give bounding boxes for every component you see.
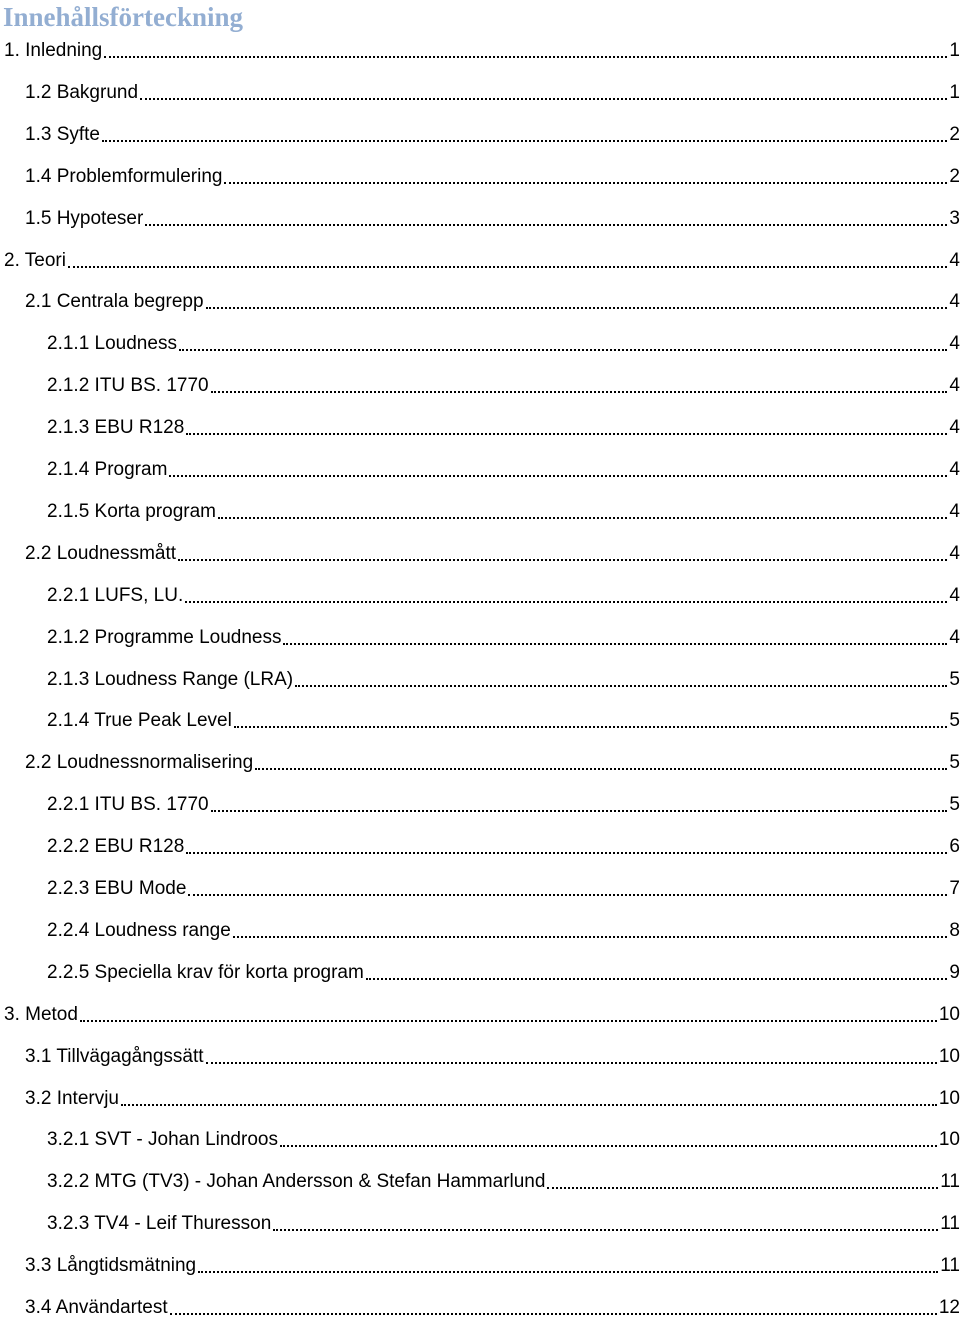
toc-entry[interactable]	[25, 1078, 960, 1120]
toc-entry-page-number: 2	[949, 165, 960, 187]
toc-entry-label: 3.2.2 MTG (TV3) - Johan Andersson & Stefan Hammarlund	[47, 1171, 546, 1193]
toc-entry[interactable]	[25, 72, 960, 114]
toc-entry[interactable]	[25, 156, 960, 198]
toc-entry[interactable]	[47, 407, 960, 449]
toc-entry-page-number: 11	[940, 1171, 960, 1193]
toc-dot-leader	[206, 307, 948, 309]
toc-entry-page-number: 4	[949, 584, 960, 606]
toc-dot-leader	[178, 559, 947, 561]
toc-entry-page-number: 4	[949, 249, 960, 271]
toc-entry-page-number: 4	[949, 542, 960, 564]
toc-heading: Innehållsförteckning	[3, 2, 244, 32]
toc-entry-page-number: 4	[949, 333, 960, 355]
toc-dot-leader	[234, 726, 948, 728]
toc-entry[interactable]	[4, 994, 960, 1036]
toc-entry-label: 2.2.1 ITU BS. 1770	[47, 794, 209, 816]
toc-entry-page-number: 5	[949, 794, 960, 816]
toc-entry-label: 1.2 Bakgrund	[25, 81, 139, 103]
toc-entry[interactable]	[47, 952, 960, 994]
toc-entry-page-number: 12	[938, 1297, 960, 1318]
toc-entry[interactable]	[47, 1119, 960, 1161]
toc-entry-label: 3.4 Användartest	[25, 1297, 168, 1318]
toc-entry-page-number: 9	[949, 961, 960, 983]
toc-entry-page-number: 5	[949, 710, 960, 732]
toc-entry-label: 3. Metod	[4, 1003, 78, 1025]
toc-entry[interactable]	[47, 365, 960, 407]
toc-dot-leader	[218, 517, 947, 519]
toc-entry-page-number: 11	[940, 1213, 960, 1235]
toc-dot-leader	[211, 810, 948, 812]
toc-entry[interactable]	[25, 1287, 960, 1329]
toc-entry-page-number: 1	[949, 40, 960, 61]
toc-dot-leader	[198, 1271, 938, 1273]
toc-entry-label: 3.3 Långtidsmätning	[25, 1255, 197, 1277]
toc-entry-page-number: 5	[949, 668, 960, 690]
toc-dot-leader	[186, 852, 947, 854]
toc-entry[interactable]	[47, 868, 960, 910]
toc-entry-label: 3.2.3 TV4 - Leif Thuresson	[47, 1213, 272, 1235]
toc-entry-label: 2.1.3 Loudness Range (LRA)	[47, 668, 294, 690]
toc-entry-label: 2.1.4 Program	[47, 459, 168, 480]
toc-entry[interactable]	[47, 1203, 960, 1245]
toc-dot-leader	[255, 768, 947, 770]
toc-entry-page-number: 11	[940, 1255, 960, 1277]
toc-entry-page-number: 10	[938, 1003, 960, 1025]
toc-entry[interactable]	[4, 240, 960, 282]
toc-entry-label: 1.4 Problemformulering	[25, 165, 223, 187]
toc-entry-page-number: 4	[949, 500, 960, 522]
toc-dot-leader	[295, 685, 947, 687]
toc-entry-page-number: 3	[949, 207, 960, 229]
toc-entry[interactable]	[47, 826, 960, 868]
toc-dot-leader	[169, 475, 947, 477]
toc-entry[interactable]	[47, 449, 960, 491]
toc-dot-leader	[206, 1062, 937, 1064]
toc-entry-label: 2.2.1 LUFS, LU.	[47, 584, 184, 606]
toc-dot-leader	[233, 936, 948, 938]
toc-entry-page-number: 6	[949, 836, 960, 858]
toc-entry-page-number: 10	[938, 1129, 960, 1151]
toc-entry[interactable]	[47, 700, 960, 742]
toc-dot-leader	[224, 182, 947, 184]
toc-entry-label: 2.1.2 Programme Loudness	[47, 626, 282, 648]
toc-dot-leader	[179, 349, 947, 351]
toc-entry-page-number: 4	[949, 417, 960, 439]
toc-entry-label: 2.1.3 EBU R128	[47, 417, 185, 439]
toc-entry[interactable]	[25, 281, 960, 323]
toc-dot-leader	[121, 1104, 937, 1106]
toc-entry-page-number: 7	[949, 878, 960, 899]
toc-entry-label: 2. Teori	[4, 249, 66, 271]
toc-entry-label: 2.1.2 ITU BS. 1770	[47, 375, 209, 397]
toc-entry[interactable]	[25, 198, 960, 240]
toc-entry-label: 3.2 Intervju	[25, 1087, 119, 1109]
toc-entry-label: 2.1.1 Loudness	[47, 333, 177, 355]
toc-entry[interactable]	[25, 533, 960, 575]
toc-dot-leader	[283, 643, 947, 645]
toc-dot-leader	[145, 224, 947, 226]
toc-dot-leader	[102, 140, 947, 142]
toc-entry[interactable]	[47, 1161, 960, 1203]
toc-entry-page-number: 4	[949, 626, 960, 648]
toc-entry-page-number: 10	[938, 1045, 960, 1067]
toc-dot-leader	[188, 894, 947, 896]
toc-dot-leader	[366, 978, 948, 980]
toc-dot-leader	[80, 1020, 937, 1022]
toc-entry-label: 2.1.5 Korta program	[47, 500, 216, 522]
toc-dot-leader	[547, 1187, 938, 1189]
toc-entry[interactable]	[25, 742, 960, 784]
toc-entry[interactable]	[47, 617, 960, 659]
toc-entry[interactable]	[47, 910, 960, 952]
toc-entry-label: 2.2.2 EBU R128	[47, 836, 185, 858]
toc-dot-leader	[273, 1229, 938, 1231]
toc-entry-label: 1. Inledning	[4, 40, 103, 61]
toc-entry[interactable]	[4, 30, 960, 72]
toc-entry-page-number: 5	[949, 752, 960, 774]
toc-entry-label: 3.1 Tillvägagångssätt	[25, 1045, 204, 1067]
toc-entry[interactable]	[47, 659, 960, 701]
toc-dot-leader	[280, 1145, 937, 1147]
toc-entry-page-number: 8	[949, 919, 960, 941]
toc-dot-leader	[185, 601, 947, 603]
toc-dot-leader	[186, 433, 947, 435]
toc-entry[interactable]	[47, 323, 960, 365]
toc-entry[interactable]	[25, 1036, 960, 1078]
toc-entry-page-number: 4	[949, 459, 960, 480]
toc-entry-page-number: 4	[949, 291, 960, 313]
toc-entry[interactable]	[25, 1245, 960, 1287]
toc-entry-page-number: 10	[938, 1087, 960, 1109]
toc-entry-label: 1.5 Hypoteser	[25, 207, 144, 229]
toc-dot-leader	[211, 391, 948, 393]
toc-entry-label: 2.2.5 Speciella krav för korta program	[47, 961, 364, 983]
toc-dot-leader	[104, 56, 947, 58]
toc-entry-page-number: 1	[949, 81, 960, 103]
toc-entry-label: 1.3 Syfte	[25, 123, 100, 145]
toc-entry-label: 2.2 Loudnessmått	[25, 542, 177, 564]
toc-entry-label: 3.2.1 SVT - Johan Lindroos	[47, 1129, 278, 1151]
toc-entry-page-number: 4	[949, 375, 960, 397]
toc-entry-label: 2.2 Loudnessnormalisering	[25, 752, 254, 774]
toc-entry-label: 2.1.4 True Peak Level	[47, 710, 232, 732]
toc-dot-leader	[68, 266, 947, 268]
toc-dot-leader	[140, 98, 947, 100]
toc-entry[interactable]	[47, 491, 960, 533]
toc-entry-label: 2.1 Centrala begrepp	[25, 291, 204, 313]
toc-entry-page-number: 2	[949, 123, 960, 145]
toc-entry[interactable]	[47, 784, 960, 826]
toc-entry-label: 2.2.3 EBU Mode	[47, 878, 187, 899]
toc-entry[interactable]	[47, 575, 960, 617]
toc-dot-leader	[170, 1313, 937, 1315]
toc-entry[interactable]	[25, 114, 960, 156]
toc-entry-label: 2.2.4 Loudness range	[47, 919, 231, 941]
